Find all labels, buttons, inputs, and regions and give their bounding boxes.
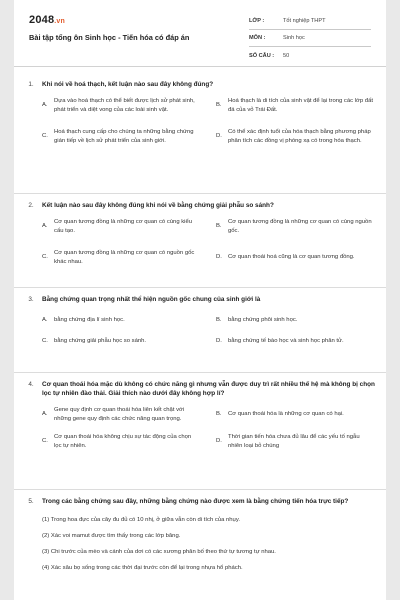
option-text: Cơ quan thoái hoá cũng là cơ quan tương đồng. [228,254,355,261]
option-text: Hoá thạch cung cấp cho chúng ta những bằng chứng gián tiếp về lịch sử phát triển của sinh giới. [54,129,194,144]
option-letter: D. [216,438,222,445]
option-text: Cơ quan tương đồng là những cơ quan có nguồn gốc khác nhau. [54,250,195,265]
question-stem [20,497,378,506]
options-grid [42,97,378,145]
meta-key: MÔN : [249,35,266,41]
question-stem [20,201,378,210]
question-3 [20,295,378,345]
question-number: 1. [28,81,34,88]
question-number: 5. [28,498,34,505]
question-number: 4. [28,381,34,388]
option-d[interactable] [216,433,378,450]
option-text: Hoá thạch là di tích của sinh vật để lại trong các lớp đất đá của vỏ Trái Đất. [228,98,373,113]
option-text: Có thể xác định tuổi của hóa thạch bằng phương pháp phân tích các đồng vị phóng xạ có trong hóa thạch. [228,129,371,144]
statement-4: (4) Xác sâu bọ sống trong các thời đại trước còn để lại trong nhựa hổ phách. [42,565,243,571]
option-letter: A. [42,411,48,418]
question-text: Khi nói về hoá thạch, kết luận nào sau đây không đúng? [42,81,214,88]
option-c[interactable] [42,128,204,145]
option-letter: B. [216,223,222,230]
option-b[interactable] [216,316,378,325]
option-c[interactable] [42,249,204,266]
question-number: 3. [28,296,34,303]
option-letter: B. [216,317,222,323]
option-text: bằng chứng tế bào học và sinh học phân tử. [228,337,344,344]
question-text: Kết luận nào sau đây không đúng khi nói về bằng chứng giải phẫu so sánh? [42,202,274,209]
option-letter: D. [216,133,222,140]
logo-suffix: .vn [54,18,65,25]
header-divider [14,66,386,67]
question-4 [20,380,378,450]
question-number: 2. [28,202,34,209]
option-text: Dựa vào hoá thạch có thể biết được lịch sử phát sinh, phát triển và diệt vong của các loài sinh vật. [54,98,195,113]
option-text: Thời gian tiến hóa chưa đủ lâu để các yếu tố ngẫu nhiên loại bỏ chúng [228,434,360,449]
question-divider [14,193,386,194]
options-grid [42,406,378,450]
options-grid [42,218,378,266]
option-letter: C. [42,133,48,140]
question-5 [20,497,378,572]
question-stem [20,295,378,304]
question-stem [20,380,378,398]
page-header [14,0,386,64]
option-letter: D. [216,337,222,344]
option-text: Cơ quan thoái hóa là những cơ quan có hại. [228,411,344,418]
option-a[interactable] [42,97,204,114]
option-letter: B. [216,411,222,418]
option-b[interactable] [216,406,378,423]
option-letter: A. [42,317,48,323]
meta-table [249,13,371,64]
question-2 [20,201,378,266]
meta-value: Tốt nghiệp THPT [283,18,326,24]
option-d[interactable] [216,249,378,266]
option-text: Cơ quan tương đồng là những cơ quan có cùng nguồn gốc. [228,219,372,234]
option-a[interactable] [42,218,204,235]
question-1 [20,80,378,145]
statement-2: (2) Xác voi mamut được tìm thấy trong các lớp băng. [42,533,181,539]
meta-value: 50 [283,52,290,59]
option-d[interactable] [216,337,378,346]
option-letter: D. [216,254,222,261]
option-a[interactable] [42,406,204,423]
option-text: bằng chứng địa lí sinh học. [54,317,125,323]
options-grid [42,316,378,345]
question-divider [14,489,386,490]
meta-value: Sinh học [283,35,305,41]
option-b[interactable] [216,218,378,235]
question-divider [14,287,386,288]
meta-row-count [249,47,371,64]
logo-text: 2048 [29,14,55,26]
option-letter: B. [216,102,222,109]
meta-row-class [249,13,371,30]
option-text: Cơ quan thoái hóa không chịu sự tác động của chọn lọc tự nhiên. [54,434,192,449]
worksheet-page [14,0,386,600]
option-letter: A. [42,102,48,109]
question-text: Bằng chứng quan trọng nhất thể hiện nguồn gốc chung của sinh giới là [42,296,261,303]
meta-row-subject [249,30,371,47]
meta-key: SỐ CÂU : [249,52,275,59]
statement-1: (1) Trong hoa đực của cây đu đủ có 10 nhị, ở giữa vẫn còn di tích của nhụy. [42,517,240,523]
document-title: Bài tập tổng ôn Sinh học - Tiến hóa có đáp án [29,33,190,42]
option-text: Cơ quan tương đồng là những cơ quan có cùng kiểu cấu tạo. [54,219,193,234]
option-c[interactable] [42,337,204,346]
site-logo[interactable] [29,14,65,26]
option-letter: C. [42,254,48,261]
question-divider [14,372,386,373]
option-text: bằng chứng phôi sinh học. [228,317,298,323]
option-text: Gene quy định cơ quan thoái hóa liên kết chặt với những gene quy định các chức năng quan trọng. [54,407,185,422]
option-text: bằng chứng giải phẫu học so sánh. [54,337,147,344]
question-stem [20,80,378,89]
option-d[interactable] [216,128,378,145]
option-b[interactable] [216,97,378,114]
meta-key: LỚP : [249,18,265,24]
statement-3: (3) Chi trước của mèo và cánh của dơi có các xương phân bố theo thứ tự tương tự nhau. [42,549,276,555]
option-letter: C. [42,438,48,445]
option-c[interactable] [42,433,204,450]
question-text: Trong các bằng chứng sau đây, những bằng chứng nào được xem là bằng chứng tiến hóa trực tiếp? [42,498,349,505]
question-text: Cơ quan thoái hóa mặc dù không có chức năng gì nhưng vẫn được duy trì rất nhiều thế hệ mà không bị chọn lọc tự nhiên đào thải. Giải thích nào dưới đây không hợp lí? [42,381,375,397]
option-letter: A. [42,223,48,230]
option-a[interactable] [42,316,204,325]
option-letter: C. [42,337,48,344]
